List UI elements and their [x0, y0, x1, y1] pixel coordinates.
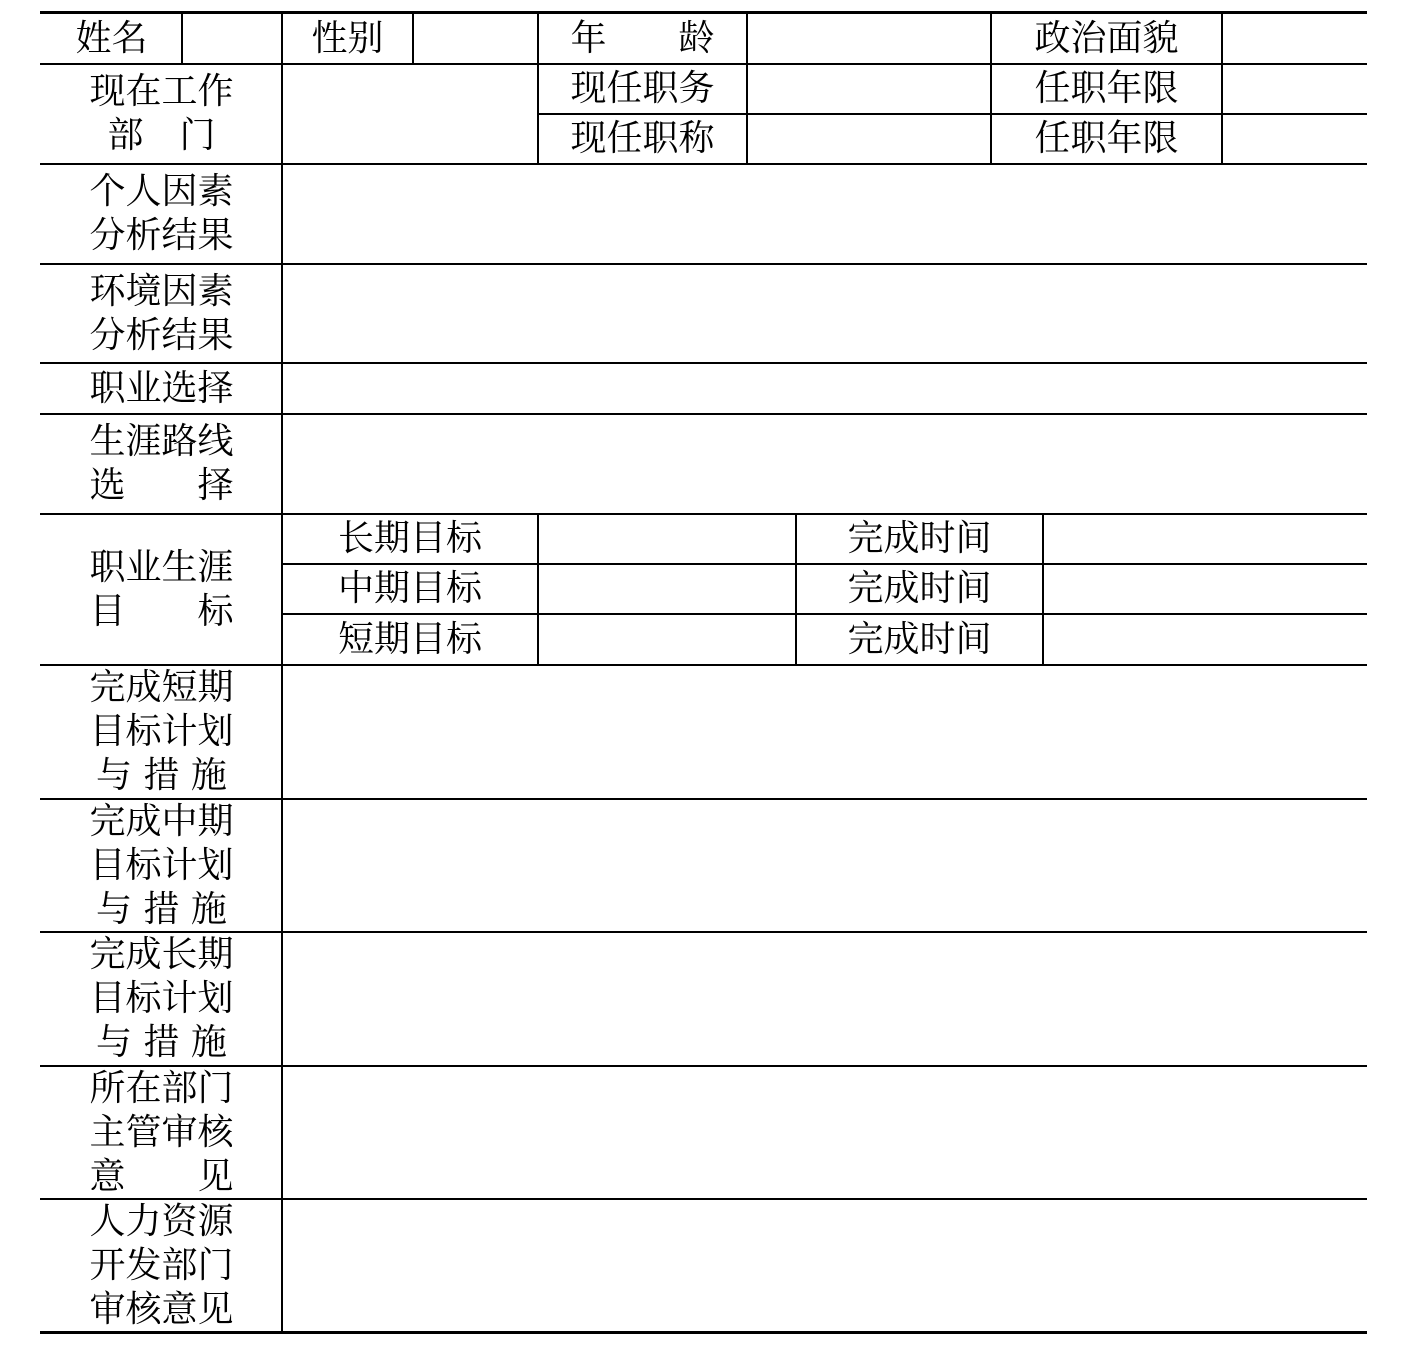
- dept-review-line2: 主管审核: [89, 1111, 234, 1153]
- mid-term-goal-value[interactable]: [539, 565, 795, 613]
- dept-label-line2: 部 门: [107, 115, 216, 156]
- career-path-value[interactable]: [283, 415, 1367, 513]
- rule-bottom: [40, 1331, 1367, 1334]
- short-term-goal-value[interactable]: [539, 615, 795, 664]
- personal-factors-label: [42, 165, 281, 263]
- dept-review-label: [42, 1067, 281, 1198]
- position-years-label: 任职年限: [1034, 68, 1179, 109]
- name-value[interactable]: [183, 14, 281, 63]
- environment-factors-value[interactable]: [283, 265, 1367, 362]
- position-label: 现任职务: [570, 68, 715, 109]
- short-plan-label: [42, 666, 281, 798]
- long-plan-label: [42, 933, 281, 1065]
- career-goals-label: [42, 515, 281, 664]
- long-term-time-value[interactable]: [1044, 515, 1367, 563]
- hr-review-value[interactable]: [283, 1200, 1367, 1331]
- mid-plan-line1: 完成中期: [89, 800, 234, 842]
- mid-plan-line3: 与 措 施: [96, 888, 227, 930]
- mid-term-goal-label: 中期目标: [337, 568, 482, 609]
- personal-factors-value[interactable]: [283, 165, 1367, 263]
- dept-label-line1: 现在工作: [89, 71, 234, 112]
- long-plan-line2: 目标计划: [89, 978, 234, 1019]
- mid-term-time-label: 完成时间: [847, 568, 992, 609]
- title-years-value[interactable]: [1223, 115, 1367, 163]
- short-plan-line2: 目标计划: [89, 711, 234, 752]
- long-term-goal-value[interactable]: [539, 515, 795, 563]
- title-value[interactable]: [748, 115, 990, 163]
- short-plan-line3: 与 措 施: [96, 755, 227, 796]
- name-label: 姓名: [75, 17, 148, 59]
- age-label: 年 龄: [570, 17, 715, 59]
- age-value[interactable]: [748, 14, 990, 63]
- environment-factors-label: [42, 265, 281, 362]
- gender-label: 性别: [311, 17, 384, 59]
- long-term-time-label: 完成时间: [847, 518, 992, 559]
- career-path-line2: 选 择: [89, 465, 234, 506]
- career-goals-line1: 职业生涯: [89, 546, 234, 588]
- hr-review-line2: 开发部门: [89, 1244, 234, 1286]
- long-plan-line3: 与 措 施: [96, 1022, 227, 1063]
- title-years-label: 任职年限: [1034, 118, 1179, 159]
- hr-review-line3: 审核意见: [89, 1288, 234, 1330]
- personal-factors-line2: 分析结果: [89, 215, 234, 256]
- short-term-time-label: 完成时间: [847, 618, 992, 660]
- dept-review-line3: 意 见: [89, 1155, 234, 1197]
- political-value[interactable]: [1223, 14, 1367, 63]
- career-path-label: [42, 415, 281, 513]
- short-plan-value[interactable]: [283, 666, 1367, 798]
- environment-factors-line1: 环境因素: [89, 270, 234, 312]
- career-choice-label: 职业选择: [89, 367, 234, 409]
- dept-label: [42, 65, 281, 163]
- position-value[interactable]: [748, 65, 990, 113]
- dept-value[interactable]: [283, 65, 537, 163]
- long-plan-value[interactable]: [283, 933, 1367, 1065]
- environment-factors-line2: 分析结果: [89, 314, 234, 356]
- title-label: 现任职称: [570, 118, 715, 159]
- position-years-value[interactable]: [1223, 65, 1367, 113]
- dept-review-value[interactable]: [283, 1067, 1367, 1198]
- political-label: 政治面貌: [1034, 17, 1179, 59]
- career-goals-line2: 目 标: [89, 590, 234, 632]
- hr-review-line1: 人力资源: [89, 1200, 234, 1242]
- mid-term-time-value[interactable]: [1044, 565, 1367, 613]
- mid-plan-label: [42, 800, 281, 931]
- career-path-line1: 生涯路线: [89, 421, 234, 462]
- gender-value[interactable]: [414, 14, 537, 63]
- short-plan-line1: 完成短期: [89, 667, 234, 708]
- personal-factors-line1: 个人因素: [89, 171, 234, 212]
- long-plan-line1: 完成长期: [89, 934, 234, 975]
- long-term-goal-label: 长期目标: [337, 518, 482, 559]
- mid-plan-line2: 目标计划: [89, 844, 234, 886]
- short-term-goal-label: 短期目标: [337, 618, 482, 660]
- hr-review-label: [42, 1200, 281, 1331]
- short-term-time-value[interactable]: [1044, 615, 1367, 664]
- mid-plan-value[interactable]: [283, 800, 1367, 931]
- career-choice-value[interactable]: [283, 364, 1367, 413]
- dept-review-line1: 所在部门: [89, 1067, 234, 1109]
